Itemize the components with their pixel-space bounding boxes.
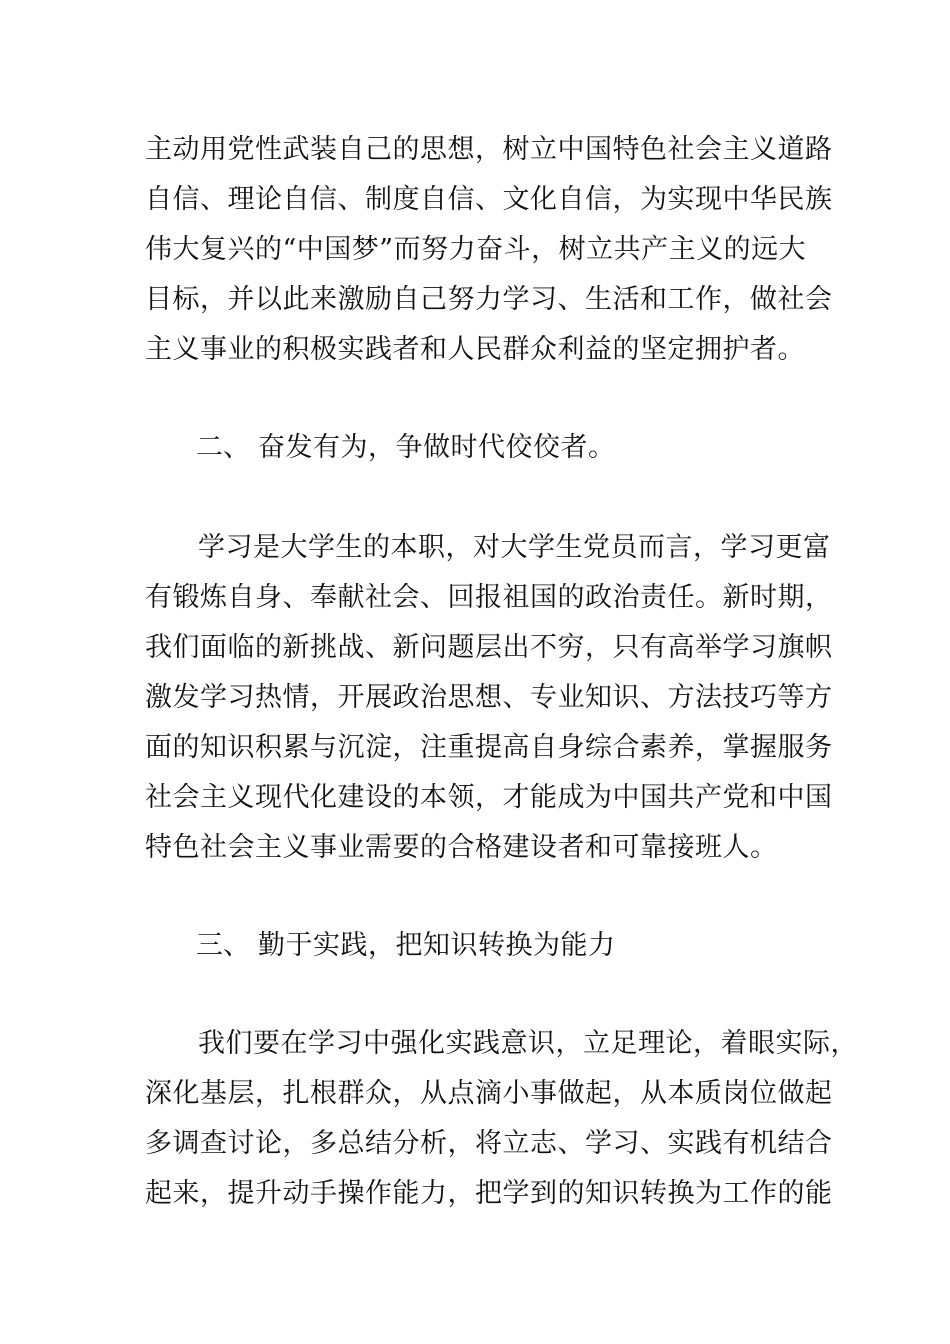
section-3-heading: 勤于实践，把知识转换为能力 xyxy=(258,930,616,961)
paragraph-2-line-1: 学习是大学生的本职，对大学生党员而言，学习更富 xyxy=(198,532,831,563)
section-2-number: 二、 xyxy=(196,432,250,463)
paragraph-3-line-4: 起来，提升动手操作能力，把学到的知识转换为工作的能 xyxy=(145,1178,833,1209)
paragraph-1-line-1: 主动用党性武装自己的思想，树立中国特色社会主义道路 xyxy=(145,134,833,165)
section-3-number: 三、 xyxy=(196,930,250,961)
paragraph-1-line-5: 主义事业的积极实践者和人民群众利益的坚定拥护者。 xyxy=(145,334,805,365)
paragraph-1-line-3: 伟大复兴的“中国梦”而努力奋斗，树立共产主义的远大 xyxy=(145,234,807,265)
paragraph-1-line-2: 自信、理论自信、制度自信、文化自信，为实现中华民族 xyxy=(145,184,833,215)
paragraph-2-line-3: 我们面临的新挑战、新问题层出不穷，只有高举学习旗帜 xyxy=(145,632,833,663)
paragraph-2-line-4: 激发学习热情，开展政治思想、专业知识、方法技巧等方 xyxy=(145,682,833,713)
section-2-heading: 奋发有为，争做时代佼佼者。 xyxy=(258,432,616,463)
paragraph-3-line-3: 多调查讨论，多总结分析，将立志、学习、实践有机结合 xyxy=(145,1128,833,1159)
paragraph-3-line-1: 我们要在学习中强化实践意识，立足理论，着眼实际， xyxy=(198,1028,858,1059)
paragraph-3-line-2: 深化基层，扎根群众，从点滴小事做起，从本质岗位做起 xyxy=(145,1078,833,1109)
paragraph-2-line-6: 社会主义现代化建设的本领，才能成为中国共产党和中国 xyxy=(145,782,833,813)
paragraph-1-line-4: 目标，并以此来激励自己努力学习、生活和工作，做社会 xyxy=(145,284,833,315)
paragraph-2-line-5: 面的知识积累与沉淀，注重提高自身综合素养，掌握服务 xyxy=(145,732,833,763)
paragraph-2-line-2: 有锻炼自身、奉献社会、回报祖国的政治责任。新时期， xyxy=(145,582,833,613)
paragraph-2-line-7: 特色社会主义事业需要的合格建设者和可靠接班人。 xyxy=(145,832,778,863)
